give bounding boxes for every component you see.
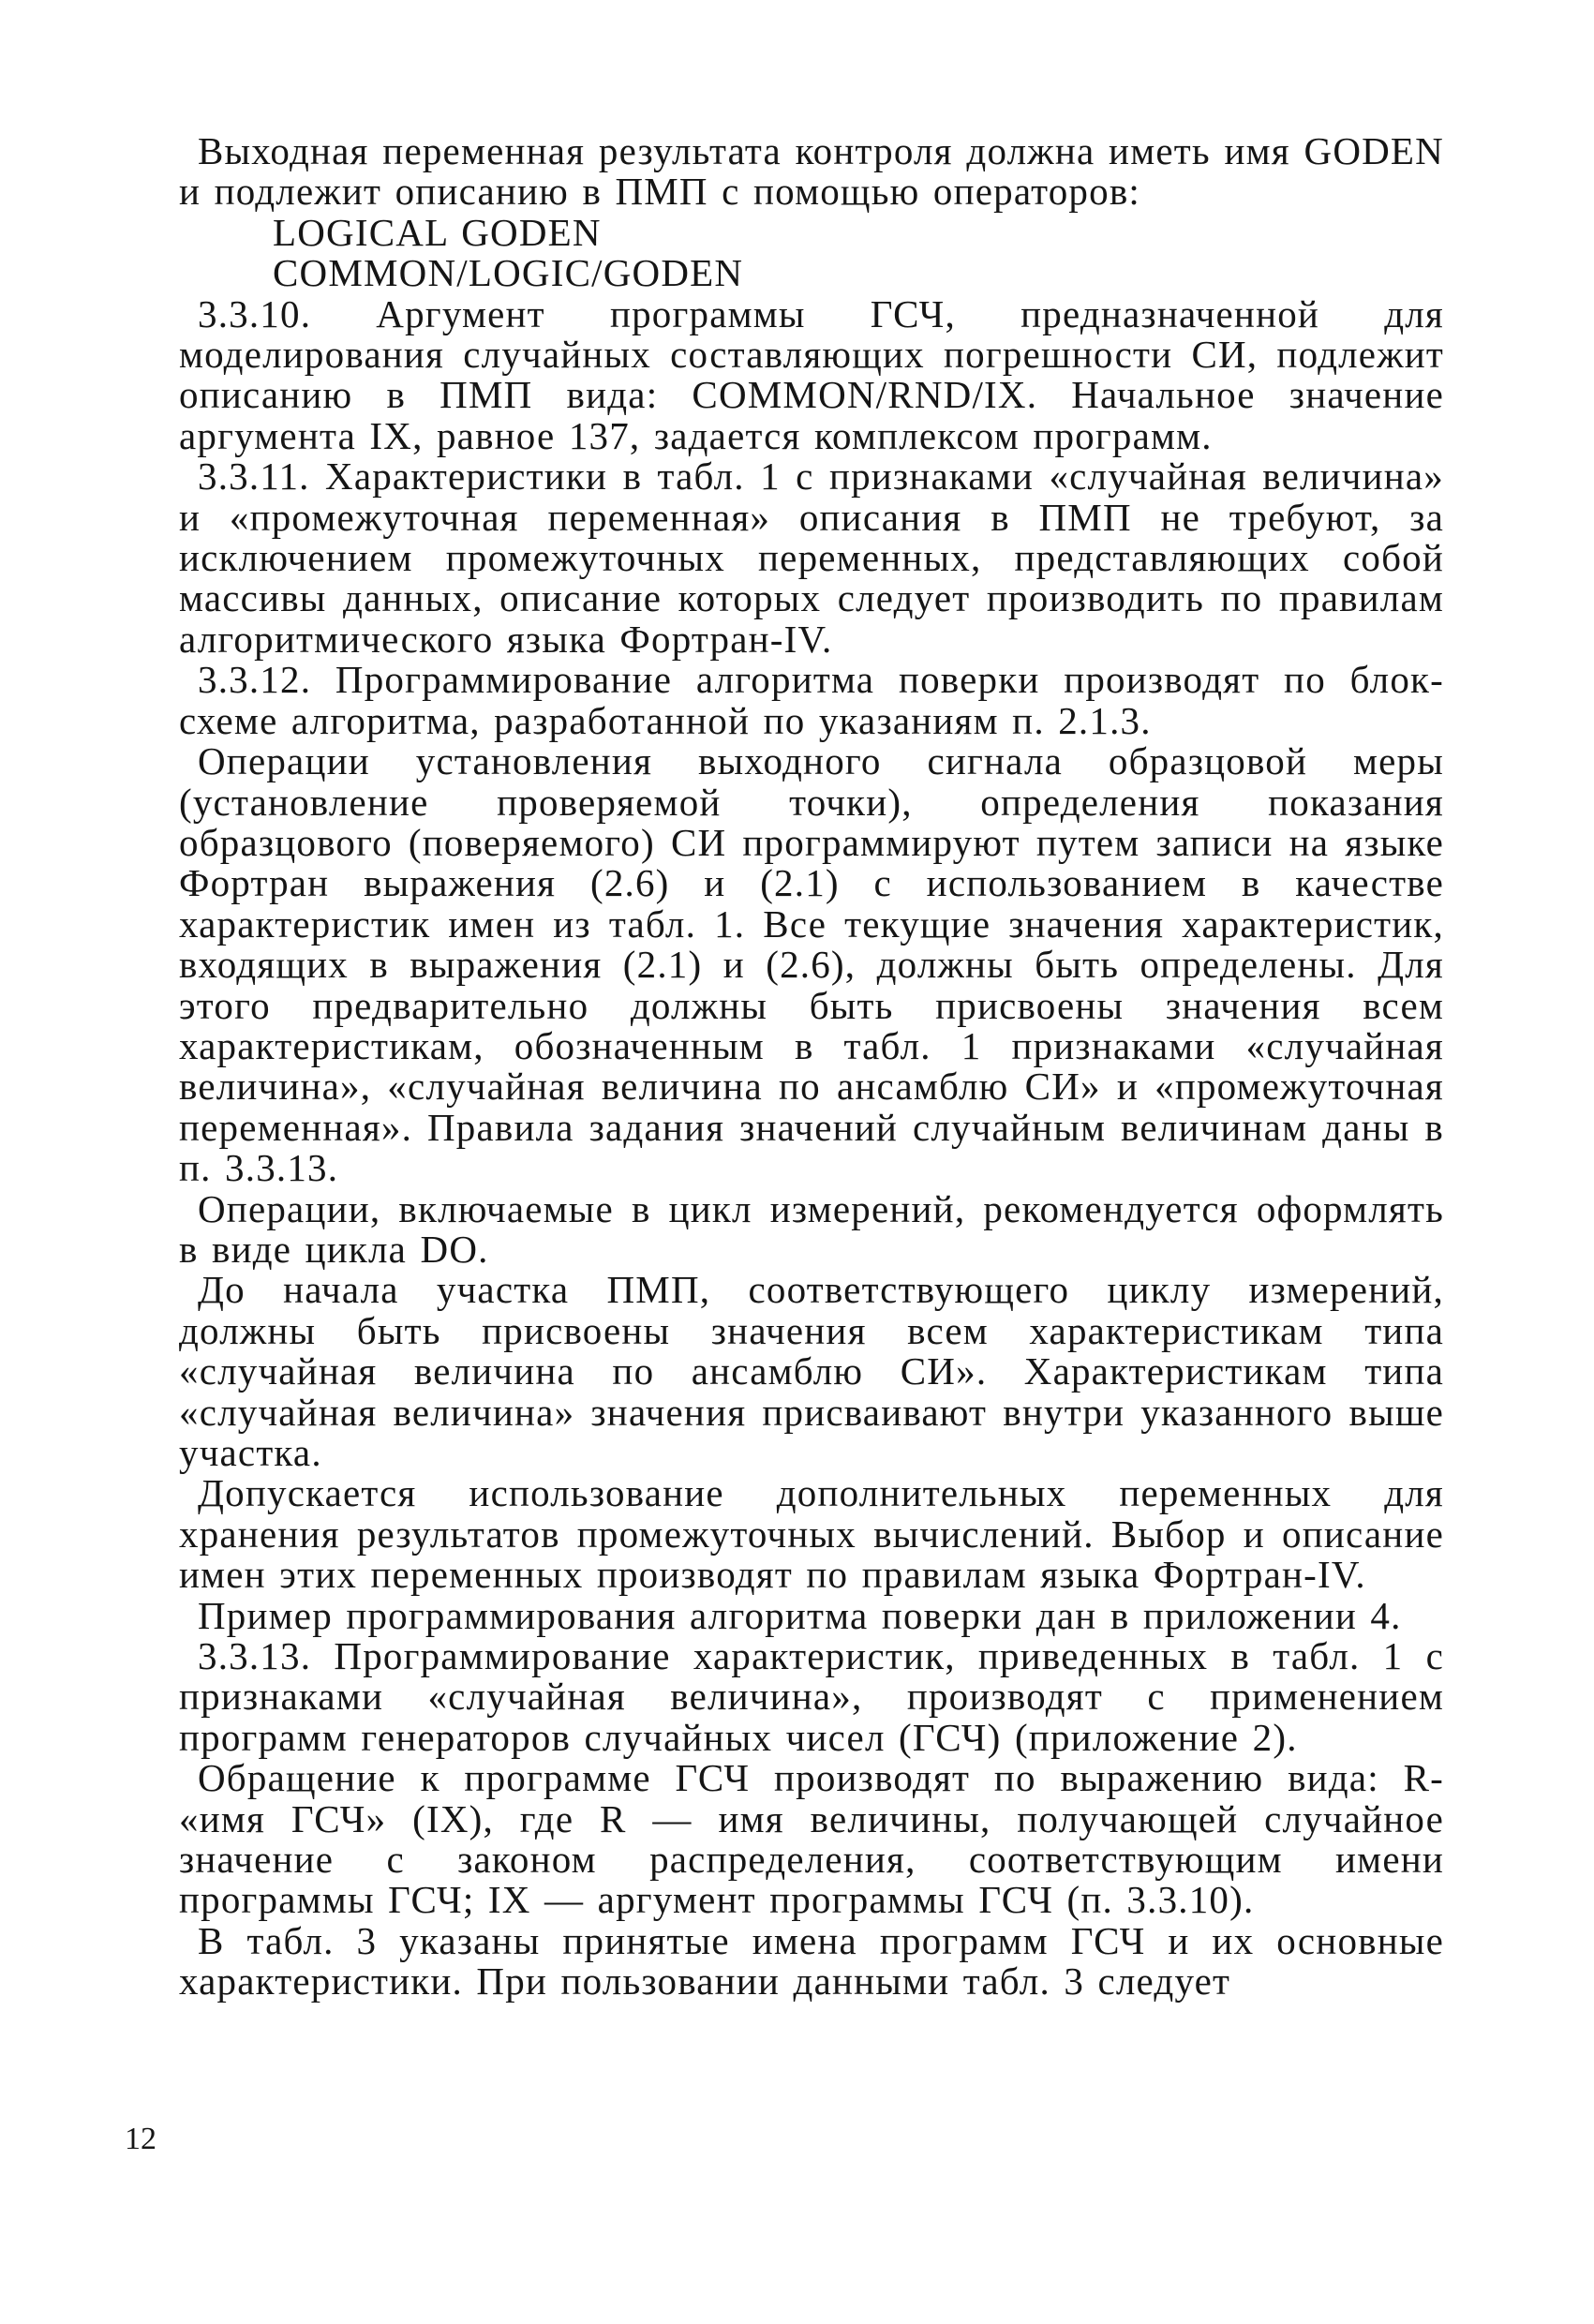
- paragraph-output-variable: Выходная переменная результата контроля должна иметь имя GODEN и подлежит описанию в ПМП с помощью операторов:: [179, 129, 1444, 214]
- paragraph-additional-variables: Допускается использование дополнительных переменных для хранения результатов промежуточных вычислений. Выбор и описание имен этих переменных производят по правилам языка Фортран-IV.: [179, 1471, 1444, 1597]
- code-line-common: COMMON/LOGIC/GODEN: [273, 251, 744, 295]
- body-text: [179, 131, 1444, 2003]
- paragraph-3-3-13: 3.3.13. Программирование характеристик, приведенных в табл. 1 с признаками «случайная величина», производят с применением программ генераторов случайных чисел (ГСЧ) (приложение 2).: [179, 1634, 1444, 1759]
- paragraph-operations: Операции установления выходного сигнала образцовой меры (установление проверяемой точки), определения показания образцового (поверяемого) СИ программируют путем записи на языке Фортран выражения (2.6) и (2.1) с использованием в качестве характеристик имен из табл. 1. Все текущие значения характеристик, входящих в выражения (2.1) и (2.6), должны быть определены. Для этого предварительно должны быть присвоены значения всем характеристикам, обозначенным в табл. 1 признаками «случайная величина», «случайная величина по ансамблю СИ» и «промежуточная переменная». Правила задания значений случайным величинам даны в п. 3.3.13.: [179, 739, 1444, 1190]
- paragraph-3-3-10: 3.3.10. Аргумент программы ГСЧ, предназначенной для моделирования случайных составляющих погрешности СИ, подлежит описанию в ПМП вида: COMMON/RND/IX. Начальное значение аргумента IX, равное 137, задается комплексом программ.: [179, 291, 1444, 457]
- paragraph-table-3: В табл. 3 указаны принятые имена программ ГСЧ и их основные характеристики. При пользовании данными табл. 3 следует: [179, 1918, 1444, 2004]
- page-number: 12: [125, 2122, 156, 2156]
- paragraph-cycle-do: Операции, включаемые в цикл измерений, рекомендуется оформлять в виде цикла DO.: [179, 1186, 1444, 1271]
- code-line-logical: LOGICAL GODEN: [273, 210, 602, 254]
- paragraph-3-3-11: 3.3.11. Характеристики в табл. 1 с признаками «случайная величина» и «промежуточная переменная» описания в ПМП не требуют, за исключением промежуточных переменных, представляющих собой массивы данных, описание которых следует производить по правилам алгоритмического языка Фортран-IV.: [179, 454, 1444, 661]
- paragraph-before-cycle: До начала участка ПМП, соответствующего циклу измерений, должны быть присвоены значения всем характеристикам типа «случайная величина по ансамблю СИ». Характеристикам типа «случайная величина» значения присваивают внутри указанного выше участка.: [179, 1268, 1444, 1474]
- paragraph-example: Пример программирования алгоритма поверки дан в приложении 4.: [198, 1593, 1402, 1637]
- paragraph-rng-call: Обращение к программе ГСЧ производят по выражению вида: R- «имя ГСЧ» (IX), где R — имя величины, получающей случайное значение с законом распределения, соответствующим имени программы ГСЧ; IX — аргумент программы ГСЧ (п. 3.3.10).: [179, 1756, 1444, 1922]
- paragraph-3-3-12: 3.3.12. Программирование алгоритма поверки производят по блок-схеме алгоритма, разработанной по указаниям п. 2.1.3.: [179, 658, 1444, 742]
